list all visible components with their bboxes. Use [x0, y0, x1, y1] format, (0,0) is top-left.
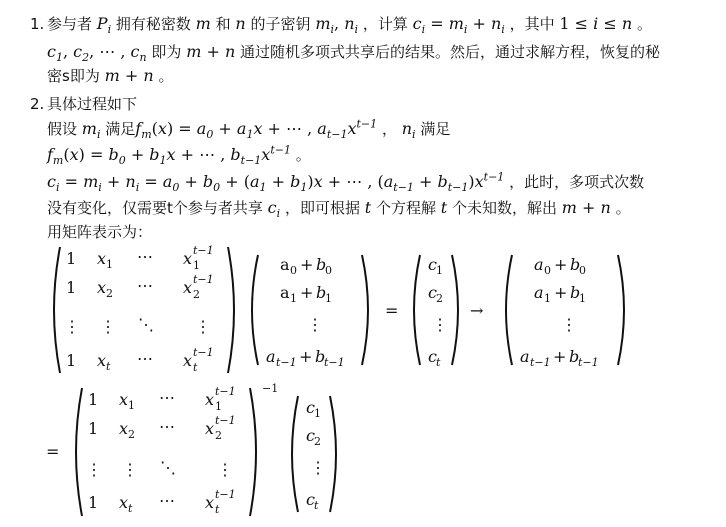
bracket-right	[452, 255, 458, 365]
svg-text:⋯: ⋯	[137, 276, 153, 295]
item2-line5: 用矩阵表示为：	[47, 223, 153, 241]
svg-text:t−1: t−1	[530, 356, 551, 369]
item2-text: 。	[295, 146, 311, 164]
svg-text:⋯: ⋯	[159, 491, 175, 510]
svg-text:a: a	[280, 283, 290, 302]
svg-text:x: x	[205, 493, 215, 512]
svg-text:c: c	[306, 398, 315, 417]
svg-text:1: 1	[325, 292, 332, 305]
svg-text:+: +	[554, 283, 568, 302]
svg-text:2: 2	[193, 288, 200, 301]
svg-text:x: x	[205, 419, 215, 438]
svg-text:x: x	[97, 249, 107, 268]
bracket-left	[76, 388, 82, 516]
item2-text: 满足	[105, 120, 136, 138]
svg-text:x: x	[97, 351, 107, 370]
svg-text:x: x	[183, 278, 193, 297]
svg-text:0: 0	[544, 264, 551, 277]
item2-text: ，即可根据	[284, 199, 360, 217]
svg-text:t−1: t−1	[578, 356, 599, 369]
svg-text:⋮: ⋮	[432, 315, 448, 334]
vandermonde-matrix	[64, 244, 214, 374]
svg-text:a: a	[520, 347, 530, 366]
c-vector	[306, 398, 326, 512]
math-ci-sum: $c_i = m_i + n_i = a_0 + b_0 + (a_1 + b_1)x$ + ⋯ , $(a_{t-1} + b_{t-1})x^{t-1}$	[47, 170, 505, 195]
svg-text:t: t	[193, 361, 198, 374]
svg-text:t: t	[314, 499, 319, 512]
svg-text:t−1: t−1	[276, 356, 297, 369]
item1-text: ，其中	[509, 15, 555, 33]
svg-text:x: x	[97, 278, 107, 297]
bracket-left	[292, 396, 298, 512]
svg-text:1: 1	[544, 292, 551, 305]
math-ci-eq: $c_i = m_i + n_i$	[412, 14, 505, 37]
svg-text:t−1: t−1	[193, 346, 214, 359]
math-pi: $P_i$	[96, 14, 112, 37]
svg-text:t−1: t−1	[215, 385, 236, 398]
item1-text: 和	[215, 15, 231, 33]
svg-text:0: 0	[290, 264, 297, 277]
svg-text:t: t	[106, 360, 111, 373]
item1-text: 拥有秘密数	[115, 15, 191, 33]
svg-text:+: +	[553, 347, 567, 366]
svg-text:x: x	[183, 249, 193, 268]
svg-text:1: 1	[66, 351, 77, 370]
coefficient-vector	[266, 255, 345, 369]
math-ci: $c_i$	[267, 198, 281, 221]
svg-text:⋯: ⋯	[159, 417, 175, 436]
svg-text:⋮: ⋮	[86, 460, 102, 479]
svg-text:⋮: ⋮	[310, 458, 326, 477]
equals-sign: =	[385, 301, 399, 320]
svg-text:a: a	[280, 255, 290, 274]
svg-text:1: 1	[436, 264, 443, 277]
svg-text:⋮: ⋮	[64, 317, 80, 336]
item1-text: 密s即为	[47, 67, 100, 85]
math-range: 1 ≤ i ≤ n	[559, 14, 633, 33]
svg-text:t−1: t−1	[193, 244, 214, 257]
svg-text:1: 1	[579, 292, 586, 305]
item1-text: 的子密钥	[250, 15, 311, 33]
svg-text:x: x	[119, 493, 129, 512]
item2-text: 假设	[47, 120, 78, 138]
item1-text: 。	[636, 15, 652, 33]
item2-text: 个未知数，解出	[451, 199, 557, 217]
arrow-symbol: →	[470, 301, 484, 320]
math-ni: $n_i$	[401, 119, 416, 142]
item1-text: 即为	[151, 43, 182, 61]
svg-text:2: 2	[314, 435, 321, 448]
coefficient-vector	[520, 255, 599, 369]
svg-text:+: +	[300, 283, 314, 302]
svg-text:1: 1	[290, 292, 297, 305]
list-marker-2: 2.	[30, 95, 45, 113]
svg-text:b: b	[316, 255, 327, 274]
svg-text:⋮: ⋮	[561, 315, 577, 334]
item1-text: ，计算	[362, 15, 408, 33]
svg-text:2: 2	[128, 428, 135, 441]
svg-text:x: x	[205, 390, 215, 409]
svg-text:b: b	[570, 255, 581, 274]
svg-text:a: a	[534, 255, 544, 274]
math-fm-a: $f_m(x) = a_0 + a_1x$ + ⋯ , $a_{t-1}x^{t-1}$	[135, 117, 378, 142]
item1-text: 。	[158, 67, 174, 85]
math-c-seq: $c_1$, $c_2$, ⋯ , $c_n$	[47, 42, 147, 65]
svg-text:t−1: t−1	[193, 273, 214, 286]
svg-text:x: x	[183, 351, 193, 370]
svg-text:b: b	[569, 347, 580, 366]
item2-text: ，此时，多项式次数	[509, 173, 645, 191]
vandermonde-matrix	[86, 385, 236, 516]
svg-text:t−1: t−1	[215, 414, 236, 427]
bracket-left	[54, 247, 60, 373]
equals-sign: =	[46, 442, 60, 461]
svg-text:1: 1	[215, 400, 222, 413]
svg-text:b: b	[570, 283, 581, 302]
svg-text:c: c	[428, 255, 437, 274]
math-t: t	[440, 198, 448, 217]
svg-text:c: c	[306, 490, 315, 509]
math-t: t	[364, 198, 372, 217]
svg-text:x: x	[119, 419, 129, 438]
math-m-plus-n: m + n	[561, 198, 611, 217]
item1-text: 参与者	[47, 15, 93, 33]
svg-text:⋱: ⋱	[160, 458, 176, 477]
svg-text:⋮: ⋮	[195, 317, 211, 336]
svg-text:a: a	[266, 347, 276, 366]
svg-text:+: +	[299, 347, 313, 366]
svg-text:x: x	[119, 390, 129, 409]
bracket-left	[506, 255, 512, 365]
svg-text:⋮: ⋮	[122, 460, 138, 479]
svg-text:⋯: ⋯	[137, 247, 153, 266]
svg-text:c: c	[428, 347, 437, 366]
svg-text:c: c	[428, 283, 437, 302]
svg-text:+: +	[554, 255, 568, 274]
bracket-right	[362, 255, 368, 365]
svg-text:0: 0	[325, 264, 332, 277]
bracket-left	[252, 255, 258, 365]
svg-text:1: 1	[88, 419, 99, 438]
c-vector	[428, 255, 448, 369]
svg-text:1: 1	[106, 258, 113, 271]
svg-text:t−1: t−1	[324, 356, 345, 369]
math-m-plus-n: m + n	[186, 42, 236, 61]
bracket-right	[250, 388, 256, 516]
bracket-right	[228, 247, 234, 373]
svg-text:1: 1	[88, 493, 99, 512]
svg-text:+: +	[300, 255, 314, 274]
svg-text:2: 2	[436, 292, 443, 305]
svg-text:2: 2	[106, 287, 113, 300]
svg-text:⋱: ⋱	[138, 315, 154, 334]
svg-text:t: t	[215, 503, 220, 516]
math-mi-ni: $m_i$, $n_i$	[315, 14, 359, 37]
math-mi: $m_i$	[81, 119, 101, 142]
svg-text:1: 1	[128, 399, 135, 412]
svg-text:0: 0	[579, 264, 586, 277]
item2-text: 没有变化，仅需要t个参与者共享	[47, 199, 263, 217]
item2-text: 个方程解	[375, 199, 436, 217]
math-n: n	[235, 14, 246, 33]
svg-text:a: a	[534, 283, 544, 302]
item1-text: 通过随机多项式共享后的结果。然后，通过求解方程，恢复的秘	[240, 43, 661, 61]
math-fm-b: $f_m(x) = b_0 + b_1x$ + ⋯ , $b_{t-1}x^{t-1}$	[47, 143, 291, 168]
svg-text:1: 1	[314, 407, 321, 420]
svg-text:⋯: ⋯	[159, 388, 175, 407]
bracket-right	[330, 396, 336, 512]
svg-text:b: b	[316, 283, 327, 302]
bracket-left	[414, 255, 420, 365]
svg-text:b: b	[315, 347, 326, 366]
svg-text:⋮: ⋮	[217, 460, 233, 479]
svg-text:⋯: ⋯	[137, 349, 153, 368]
svg-text:c: c	[306, 426, 315, 445]
svg-text:⋮: ⋮	[100, 317, 116, 336]
svg-text:1: 1	[193, 259, 200, 272]
svg-text:2: 2	[215, 429, 222, 442]
svg-text:1: 1	[88, 390, 99, 409]
svg-text:t: t	[436, 356, 441, 369]
inverse-superscript: −1	[262, 382, 279, 395]
list-marker-1: 1.	[30, 15, 45, 33]
math-m-plus-n: m + n	[104, 66, 154, 85]
item2-text: ，	[381, 120, 397, 138]
svg-text:1: 1	[66, 278, 77, 297]
svg-text:1: 1	[66, 249, 77, 268]
svg-text:t: t	[128, 502, 133, 515]
item2-text: 满足	[420, 120, 451, 138]
svg-text:t−1: t−1	[215, 488, 236, 501]
item2-heading: 具体过程如下	[47, 95, 138, 113]
svg-text:⋮: ⋮	[307, 315, 323, 334]
bracket-right	[618, 255, 624, 365]
item2-text: 。	[615, 199, 631, 217]
math-m: m	[195, 14, 211, 33]
